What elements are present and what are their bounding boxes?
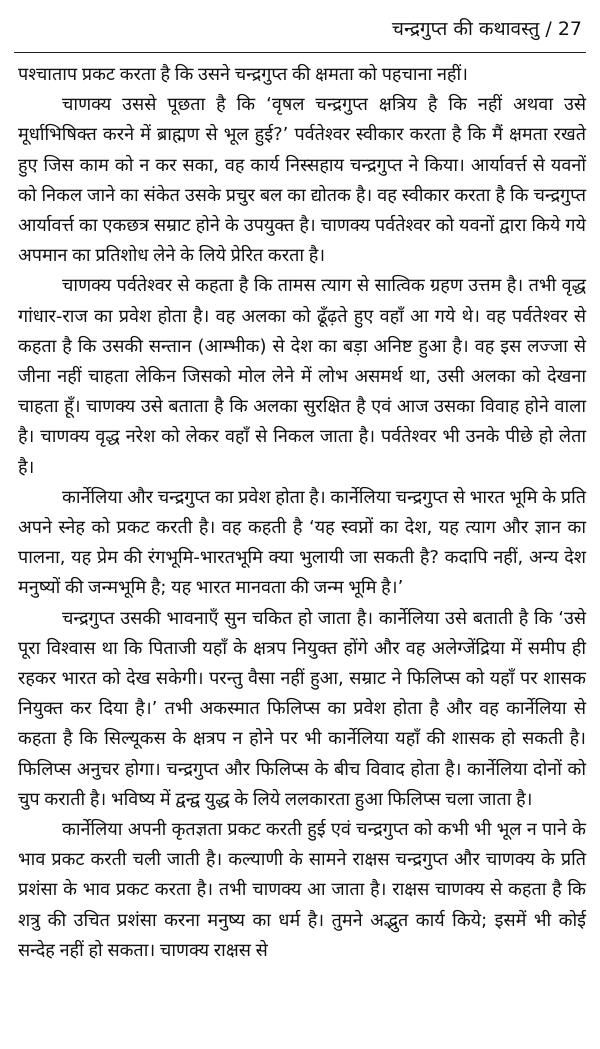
running-header: चन्द्रगुप्त की कथावस्तु / 27 [391, 18, 582, 40]
paragraph: कार्नेलिया और चन्द्रगुप्त का प्रवेश होता है। कार्नेलिया चन्द्रगुप्त से भारत भूमि के प्रति अपने स्नेह को प्रकट करती है। वह कहती है ‘यह स्वप्नों का देश, यह त्याग और ज्ञान का पालना, यह प्रेम की रंगभूमि-भारतभूमि क्या भुलायी जा सकती है? कदापि नहीं, अन्य देश मनुष्यों की जन्मभूमि है; यह भारत मानवता की जन्म भूमि है।’ [18, 486, 586, 599]
paragraph: चाणक्य पर्वतेश्वर से कहता है कि तामस त्याग से सात्विक ग्रहण उत्तम है। तभी वृद्ध गांधार-राज का प्रवेश होता है। वह अलका को ढूँढ़ते हुए वहाँ आ गये थे। वह पर्वतेश्वर से कहता है कि उसकी सन्तान (आम्भीक) से देश का बड़ा अनिष्ट हुआ है। वह इस लज्जा से जीना नहीं चाहता लेकिन जिसको मोल लेने में लोभ असमर्थ था, उसी अलका को देखना चाहता हूँ। चाणक्य उसे बताता है कि अलका सुरक्षित है एवं आज उसका विवाह होने वाला है। चाणक्य वृद्ध नरेश को लेकर वहाँ से निकल जाता है। पर्वतेश्वर भी उनके पीछे हो लेता है। [18, 275, 586, 478]
header-rule [14, 52, 586, 53]
paragraph: चन्द्रगुप्त उसकी भावनाएँ सुन चकित हो जाता है। कार्नेलिया उसे बताती है कि ‘उसे पूरा विश्वास था कि पिताजी यहाँ के क्षत्रप नियुक्त होंगे और वह अलेग्जेंद्रिया में समीप ही रहकर भारत को देख सकेगी। परन्तु वैसा नहीं हुआ, सम्राट ने फिलिप्स को यहाँ पर शासक नियुक्त कर दिया है।’ तभी अकस्मात फिलिप्स का प्रवेश होता है और वह कार्नेलिया से कहता है कि सिल्यूकस के क्षत्रप न होने पर भी कार्नेलिया यहाँ की शासक हो सकती है। फिलिप्स अनुचर होगा। चन्द्रगुप्त और फिलिप्स के बीच विवाद होता है। कार्नेलिया दोनों को चुप कराती है। भविष्य में द्वन्द्व युद्ध के लिये ललकारता हुआ फिलिप्स चला जाता है। [18, 607, 586, 810]
body-text [18, 60, 586, 966]
paragraph: चाणक्य उससे पूछता है कि ‘वृषल चन्द्रगुप्त क्षत्रिय है कि नहीं अथवा उसे मूर्धाभिषिक्त करने में ब्राह्मण से भूल हुई?’ पर्वतेश्वर स्वीकार करता है कि मैं क्षमता रखते हुए जिस काम को न कर सका, वह कार्य निस्सहाय चन्द्रगुप्त ने किया। आर्यावर्त्त से यवनों को निकल जाने का संकेत उसके प्रचुर बल का द्योतक है। वह स्वीकार करता है कि चन्द्रगुप्त आर्यावर्त्त का एकछत्र सम्राट होने के उपयुक्त है। चाणक्य पर्वतेश्वर को यवनों द्वारा किये गये अपमान का प्रतिशोध लेने के लिये प्रेरित करता है। [18, 94, 586, 267]
paragraph-continuation: पश्चाताप प्रकट करता है कि उसने चन्द्रगुप्त की क्षमता को पहचाना नहीं। [18, 64, 468, 85]
paragraph: कार्नेलिया अपनी कृतज्ञता प्रकट करती हुई एवं चन्द्रगुप्त को कभी भी भूल न पाने के भाव प्रकट करती चली जाती है। कल्याणी के सामने राक्षस चन्द्रगुप्त और चाणक्य के प्रति प्रशंसा के भाव प्रकट करता है। तभी चाणक्य आ जाता है। राक्षस चाणक्य से कहता है कि शत्रु की उचित प्रशंसा करना मनुष्य का धर्म है। तुमने अद्भुत कार्य किये; इसमें भी कोई सन्देह नहीं हो सकता। चाणक्य राक्षस से [18, 819, 586, 961]
